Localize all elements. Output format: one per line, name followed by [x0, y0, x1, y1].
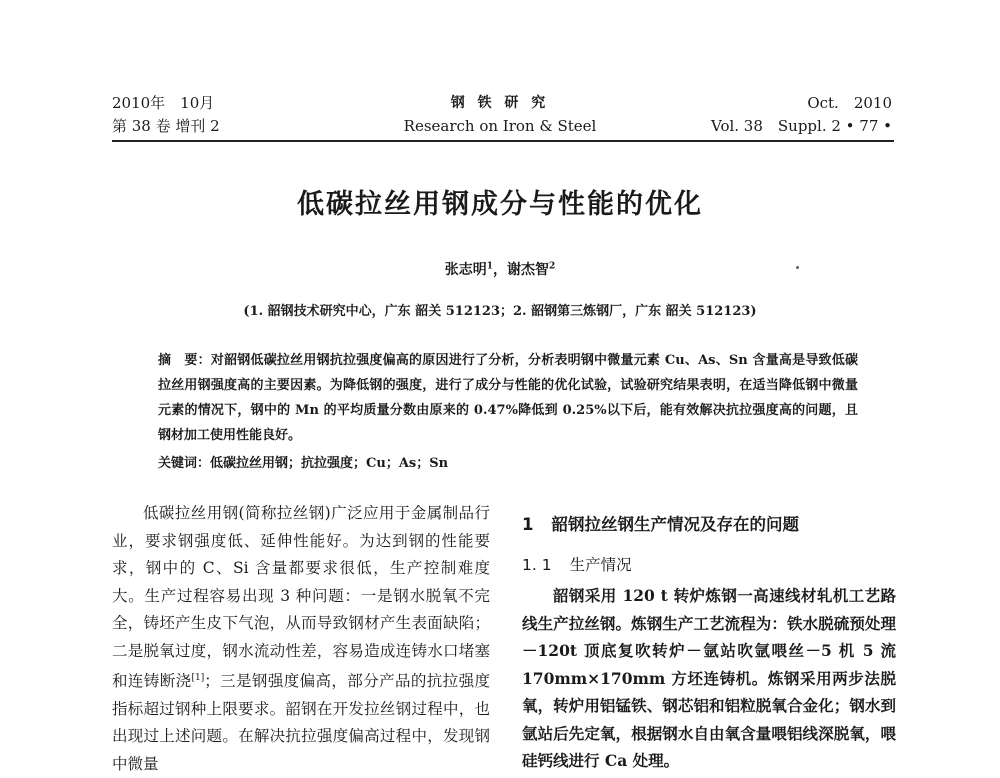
author-name: 谢杰智 — [507, 262, 549, 278]
paper-title: 低碳拉丝用钢成分与性能的优化 — [297, 189, 703, 220]
issue-date-en: Oct. 2010 — [807, 94, 892, 112]
keywords — [158, 454, 858, 474]
scan-speck — [796, 266, 799, 269]
header-center — [340, 92, 660, 138]
abstract-label: 摘 要： — [158, 353, 211, 368]
intro-text-cont: ；三是钢强度偏高，部分产品的抗拉强度指标超过钢种上限要求。韶钢在开发拉丝钢过程中，也出现过上述问题。在解决抗拉强度偏高过程中，发现钢中微量 — [112, 672, 490, 773]
body-column-left — [112, 500, 490, 778]
production-paragraph: 韶钢采用 120 t 转炉炼钢一高速线材轧机工艺路线生产拉丝钢。炼钢生产工艺流程为：铁水脱硫预处理－120t 顶底复吹转炉－氩站吹氩喂丝－5 机 5 流 170mm×170mm 方坯连铸机。炼钢采用两步法脱氧，转炉用铝锰铁、钢芯铝和铝粒脱氧合金化；钢水到氩站后先定氧，根据钢水自由氧含量喂铝线深脱氧，喂硅钙线进行 Ca 处理。 — [522, 586, 896, 770]
section-heading — [522, 510, 896, 550]
author-list — [0, 259, 1000, 279]
header-rule — [112, 140, 894, 142]
issue-volume: 第 38 卷 增刊 2 — [112, 117, 220, 135]
journal-name-cn: 钢 铁 研 究 — [450, 95, 550, 111]
author-name: 张志明 — [444, 262, 487, 278]
author-affil-mark: 1 — [486, 261, 493, 272]
author-separator: ， — [493, 262, 507, 278]
citation-ref: [1] — [191, 673, 205, 683]
header-right — [660, 92, 892, 138]
issue-volume-en: Vol. 38 Suppl. 2 • 77 • — [710, 117, 892, 135]
issue-date: 2010年 10月 — [112, 94, 215, 112]
journal-name-en: Research on Iron & Steel — [403, 117, 597, 135]
intro-text: 低碳拉丝用钢(简称拉丝钢)广泛应用于金属制品行业，要求钢强度低、延伸性能好。为达到钢的性能要求，钢中的 C、Si 含量都要求很低，生产控制难度大。生产过程容易出现 3 种问题：一是钢水脱氧不完全，铸坯产生皮下气泡，从而导致钢材产生表面缺陷；二是脱氧过度，钢水流动性差，容易造成连铸水口堵塞和连铸断浇 — [112, 504, 490, 691]
body-column-right — [522, 510, 896, 775]
keywords-label: 关键词： — [158, 456, 211, 471]
affiliations: (1. 韶钢技术研究中心，广东 韶关 512123；2. 韶钢第三炼钢厂，广东 韶关 512123) — [243, 304, 757, 319]
subsection-title: 生产情况 — [569, 556, 632, 574]
subsection-heading — [522, 550, 896, 582]
abstract — [158, 348, 858, 448]
section-number: 1 — [522, 515, 534, 534]
intro-paragraph — [112, 500, 490, 778]
subsection-number: 1. 1 — [522, 556, 552, 574]
author-affil-mark: 2 — [549, 261, 556, 272]
keywords-text: 低碳拉丝用钢；抗拉强度；Cu；As；Sn — [210, 456, 449, 471]
page-header — [0, 0, 1000, 140]
header-left — [112, 92, 220, 138]
abstract-text: 对韶钢低碳拉丝用钢抗拉强度偏高的原因进行了分析，分析表明钢中微量元素 Cu、As、Sn 含量高是导致低碳拉丝用钢强度高的主要因素。为降低钢的强度，进行了成分与性能的优化试验，试验研究结果表明，在适当降低钢中微量元素的情况下，钢中的 Mn 的平均质量分数由原来的 0.47%降低到 0.25%以下后，能有效解决抗拉强度高的问题，且钢材加工使用性能良好。 — [158, 353, 858, 443]
section-title: 韶钢拉丝钢生产情况及存在的问题 — [551, 515, 799, 534]
